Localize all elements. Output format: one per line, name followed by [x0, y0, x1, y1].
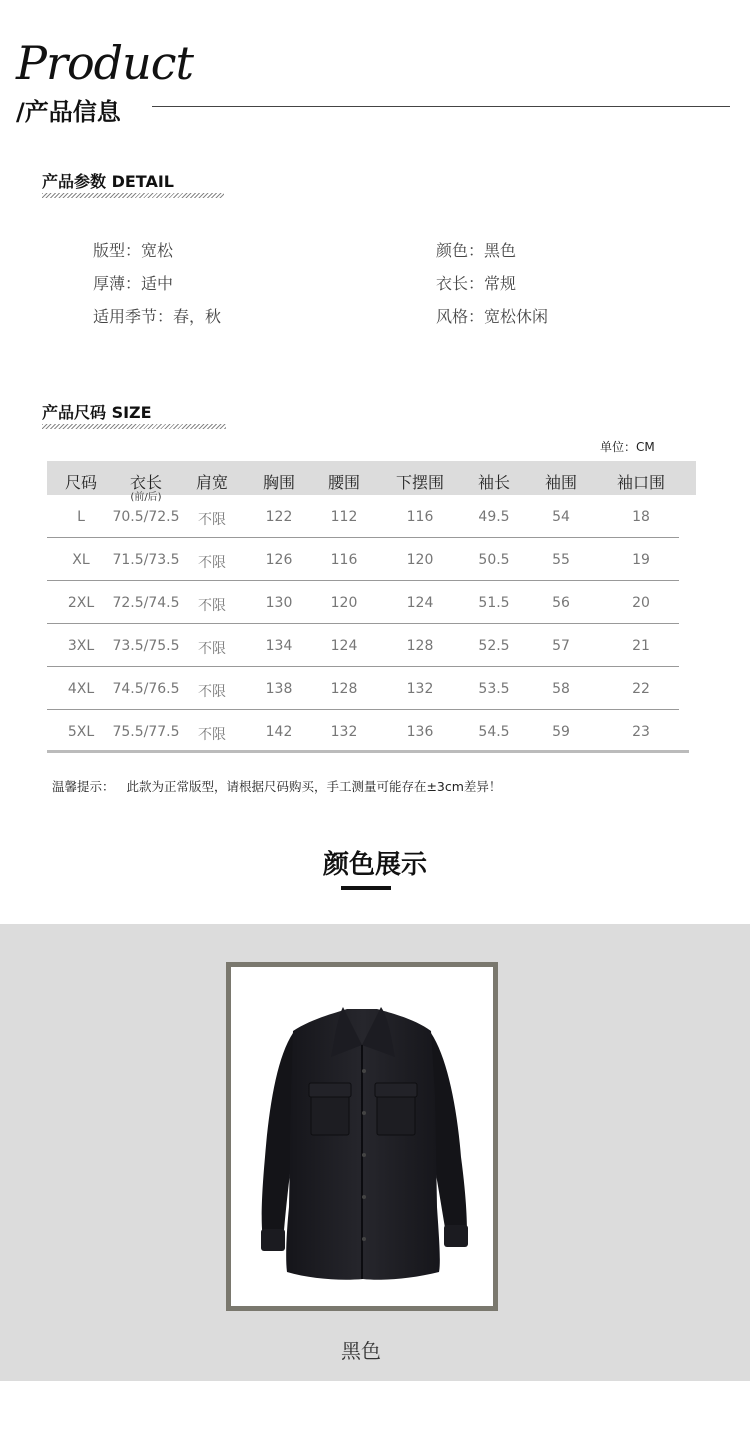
size-table-body	[47, 495, 689, 753]
size-unit-label: 单位：CM	[600, 440, 655, 454]
size-title-hatch	[42, 424, 226, 429]
table-cell: 51.5	[478, 595, 510, 611]
table-cell: 不限	[198, 641, 226, 657]
table-cell: 132	[330, 724, 358, 740]
table-cell: 116	[330, 552, 358, 568]
table-cell: 不限	[198, 684, 226, 700]
size-tip	[52, 777, 501, 795]
product-photo-frame	[226, 962, 498, 1311]
table-cell: 136	[406, 724, 434, 740]
detail-item-style: 风格：宽松休闲	[436, 307, 549, 326]
table-cell: 58	[552, 681, 570, 697]
table-cell: 142	[265, 724, 293, 740]
table-cell: 20	[632, 595, 650, 611]
brand-title: Product	[16, 36, 193, 90]
table-cell: 21	[632, 638, 650, 654]
header-length-note: (前/后)	[130, 492, 162, 503]
table-cell: 126	[265, 552, 293, 568]
table-cell: 75.5/77.5	[112, 724, 180, 740]
table-cell: 22	[632, 681, 650, 697]
table-cell: 124	[406, 595, 434, 611]
color-heading-underline	[341, 886, 391, 890]
table-cell: 2XL	[67, 595, 95, 611]
table-cell: 120	[406, 552, 434, 568]
table-cell: 不限	[198, 598, 226, 614]
detail-item-thickness: 厚薄：适中	[93, 274, 174, 293]
detail-item-color: 颜色：黑色	[436, 241, 517, 260]
size-table	[47, 461, 689, 753]
table-cell: 18	[632, 509, 650, 525]
table-cell: 53.5	[478, 681, 510, 697]
table-row	[47, 710, 689, 753]
table-cell: 23	[632, 724, 650, 740]
table-cell: 不限	[198, 512, 226, 528]
table-row	[47, 538, 679, 581]
table-cell: 70.5/72.5	[112, 509, 180, 525]
header-waist: 腰围	[327, 473, 361, 492]
table-cell: 5XL	[67, 724, 95, 740]
table-cell: 52.5	[478, 638, 510, 654]
table-cell: 74.5/76.5	[112, 681, 180, 697]
size-table-header	[47, 461, 696, 503]
table-cell: 134	[265, 638, 293, 654]
color-section-heading: 颜色展示	[322, 850, 427, 880]
table-cell: 19	[632, 552, 650, 568]
table-cell: 59	[552, 724, 570, 740]
table-cell: 73.5/75.5	[112, 638, 180, 654]
detail-item-fit: 版型：宽松	[93, 241, 174, 260]
table-cell: 不限	[198, 555, 226, 571]
header-chest: 胸围	[262, 473, 296, 492]
size-section-title: 产品尺码 SIZE	[42, 403, 152, 422]
table-cell: 72.5/74.5	[112, 595, 180, 611]
table-cell: 49.5	[478, 509, 510, 525]
table-cell: 56	[552, 595, 570, 611]
tip-text: 此款为正常版型，请根据尺码购买，手工测量可能存在±3cm差异！	[126, 779, 502, 794]
table-cell: 128	[406, 638, 434, 654]
header-sleeve-length: 袖长	[477, 473, 511, 492]
header-size: 尺码	[64, 473, 98, 492]
table-cell: 122	[265, 509, 293, 525]
detail-title-hatch	[42, 193, 224, 198]
table-cell: 4XL	[67, 681, 95, 697]
table-row	[47, 581, 679, 624]
table-cell: 54	[552, 509, 570, 525]
table-cell: 128	[330, 681, 358, 697]
table-cell: 54.5	[478, 724, 510, 740]
table-cell: 138	[265, 681, 293, 697]
detail-section-title: 产品参数 DETAIL	[42, 172, 174, 191]
table-cell: 71.5/73.5	[112, 552, 180, 568]
table-cell: 3XL	[67, 638, 95, 654]
header-divider	[152, 106, 730, 107]
header-sleeve-width: 袖围	[544, 473, 578, 492]
table-cell: 50.5	[478, 552, 510, 568]
table-cell: 120	[330, 595, 358, 611]
table-cell: 132	[406, 681, 434, 697]
table-cell: 不限	[198, 727, 226, 743]
table-cell: 112	[330, 509, 358, 525]
color-name-label: 黑色	[341, 1339, 381, 1363]
header-length: 衣长	[129, 473, 163, 492]
table-row	[47, 495, 679, 538]
tip-label: 温馨提示：	[52, 779, 115, 794]
table-row	[47, 624, 679, 667]
header-cuff: 袖口围	[616, 473, 666, 492]
table-cell: 124	[330, 638, 358, 654]
table-cell: 57	[552, 638, 570, 654]
table-cell: XL	[72, 552, 90, 568]
table-cell: 130	[265, 595, 293, 611]
table-cell: L	[77, 509, 85, 525]
detail-item-season: 适用季节：春，秋	[93, 307, 222, 326]
header-hem: 下摆围	[395, 473, 445, 492]
table-cell: 116	[406, 509, 434, 525]
detail-item-length: 衣长：常规	[436, 274, 517, 293]
table-cell: 55	[552, 552, 570, 568]
page-subtitle: /产品信息	[16, 98, 121, 126]
table-row	[47, 667, 679, 710]
header-shoulder: 肩宽	[195, 473, 229, 492]
black-shirt-image	[231, 967, 493, 1306]
